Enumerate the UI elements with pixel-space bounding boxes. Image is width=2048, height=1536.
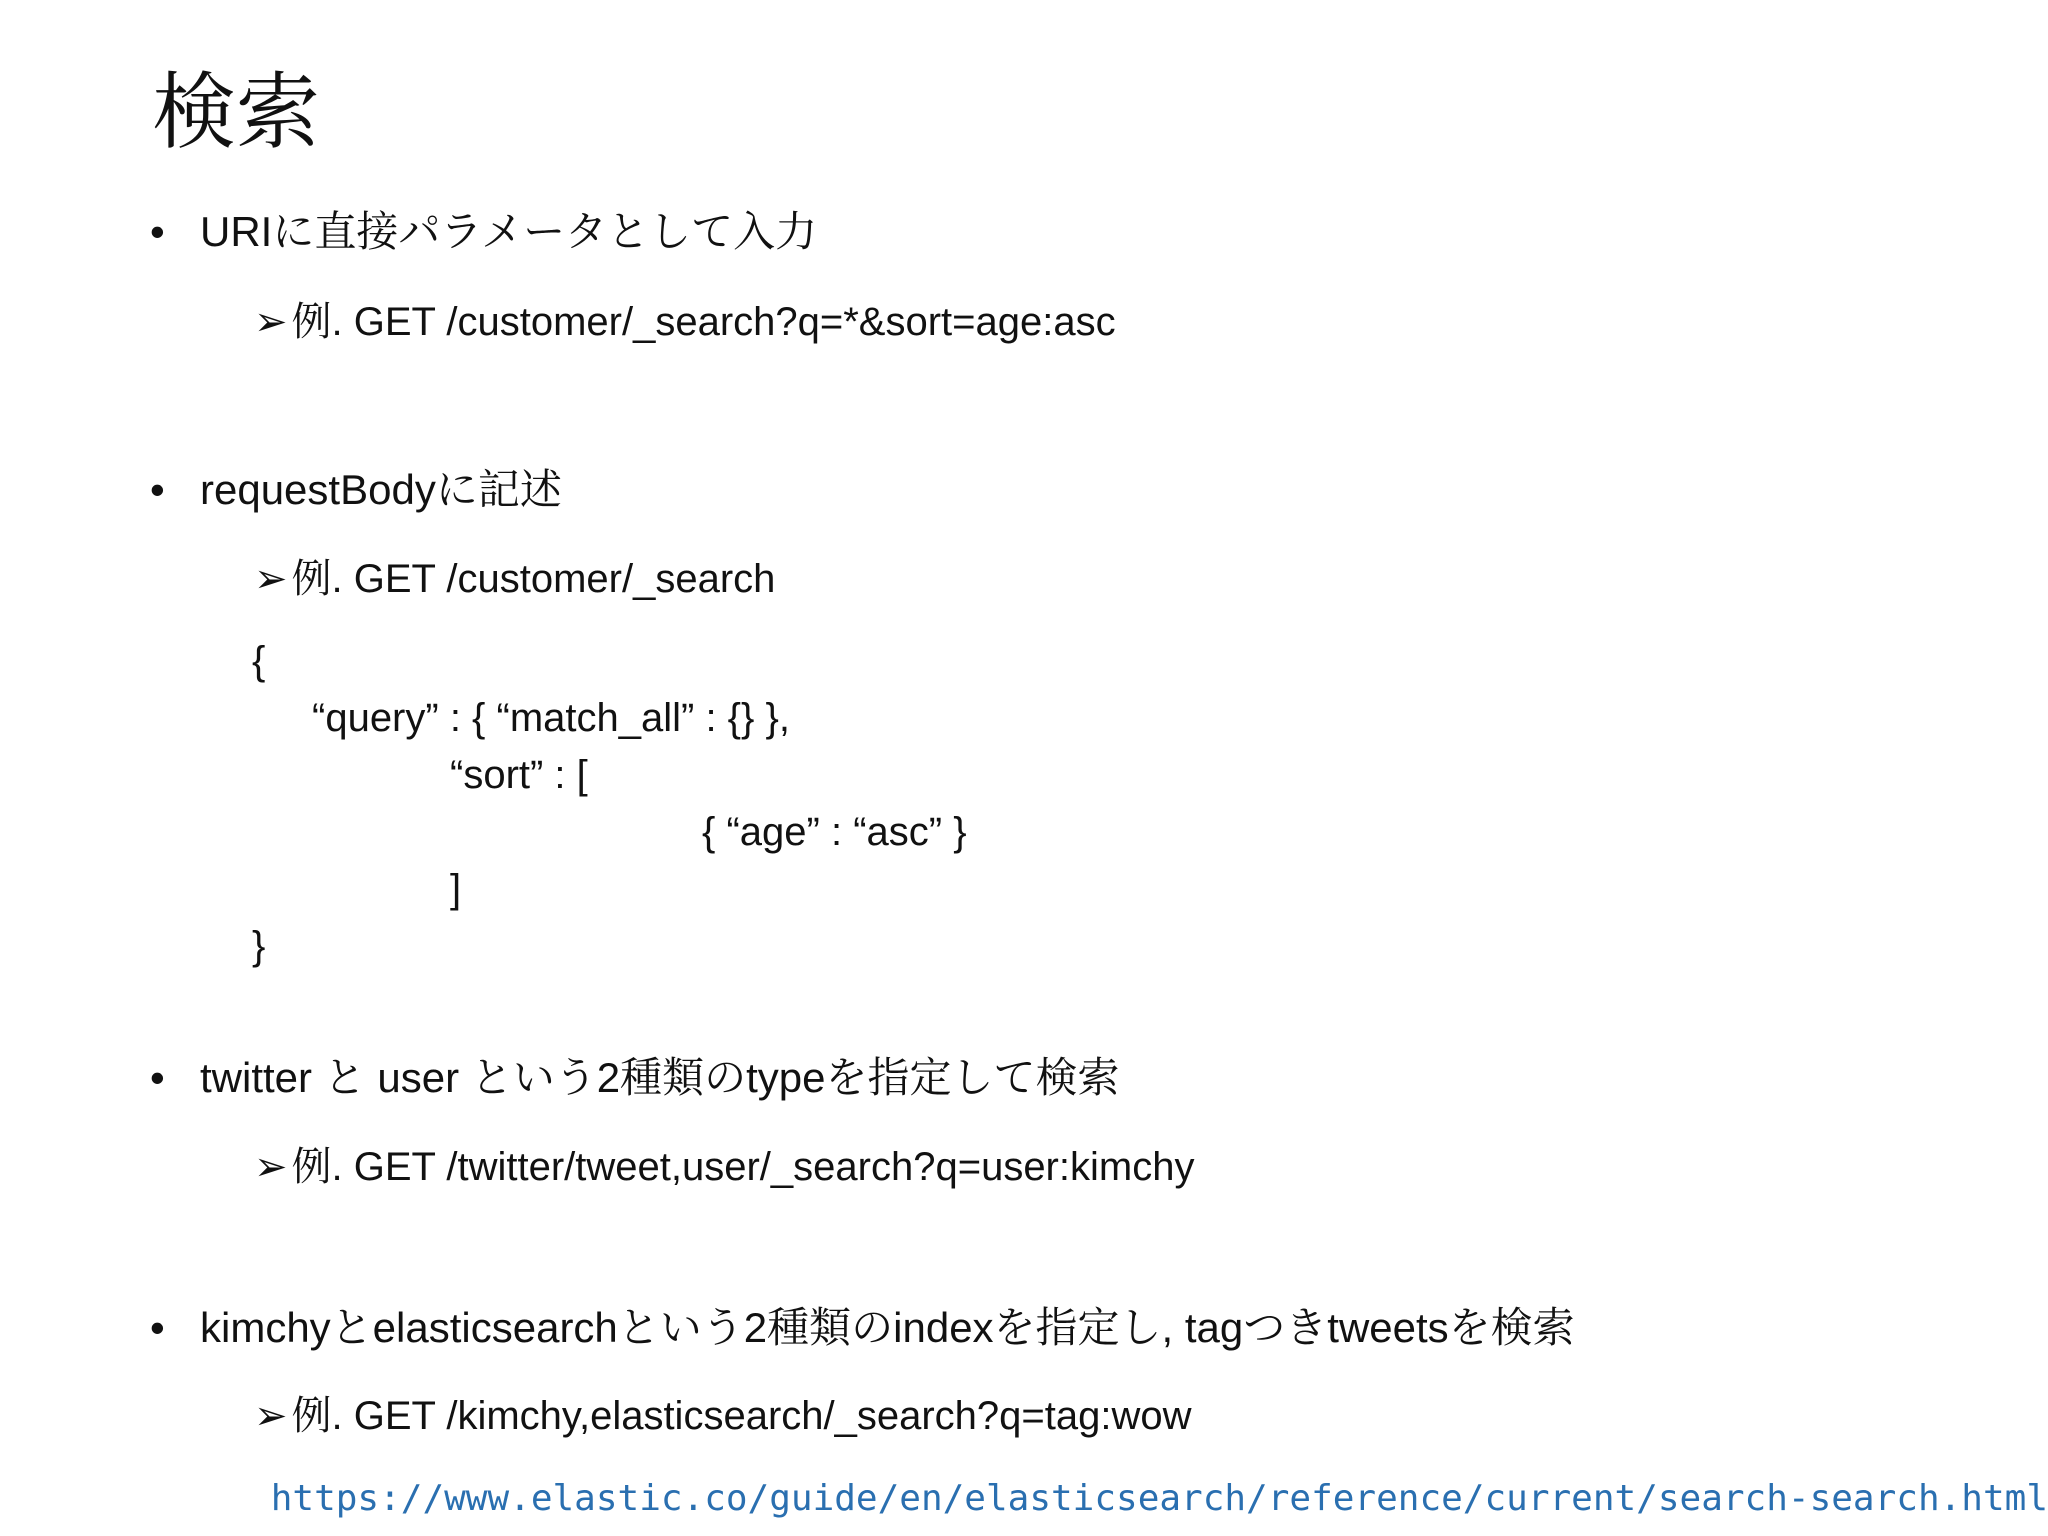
slide-title: 検索	[152, 65, 321, 159]
bullet-heading: kimchyとelasticsearchという2種類のindexを指定し, tagつきtweetsを検索	[200, 1304, 1575, 1351]
body-line-close-brace: }	[252, 924, 266, 968]
body-line-close-bracket: ]	[450, 867, 462, 911]
bullet-icon: •	[150, 1054, 165, 1101]
bullet-heading: requestBodyに記述	[200, 466, 562, 513]
bullet-item-kimchy-elasticsearch	[150, 1302, 1575, 1354]
example-text: 例. GET /customer/_search?q=*&sort=age:asc	[291, 300, 1116, 344]
bullet-icon: •	[150, 466, 165, 513]
body-line-age: { “age” : “asc” }	[702, 810, 967, 854]
example-uri	[254, 296, 1116, 348]
bullet-item-twitter-user	[150, 1052, 1119, 1104]
example-kimchy-elasticsearch	[254, 1390, 1192, 1442]
body-line-open-brace: {	[252, 639, 266, 683]
bullet-item-request-body	[150, 464, 562, 516]
example-text: 例. GET /customer/_search	[291, 557, 776, 601]
bullet-item-uri	[150, 206, 817, 258]
body-line-query: “query” : { “match_all” : {} },	[312, 696, 790, 740]
example-text: 例. GET /twitter/tweet,user/_search?q=user:kimchy	[291, 1145, 1195, 1189]
example-request-body	[254, 553, 775, 605]
bullet-icon: •	[150, 208, 165, 255]
arrow-icon: ➢	[254, 1394, 288, 1438]
arrow-icon: ➢	[254, 1145, 288, 1189]
arrow-icon: ➢	[254, 557, 288, 601]
bullet-heading: twitter と user という2種類のtypeを指定して検索	[200, 1054, 1120, 1101]
example-text: 例. GET /kimchy,elasticsearch/_search?q=tag:wow	[291, 1394, 1192, 1438]
bullet-icon: •	[150, 1304, 165, 1351]
body-line-sort: “sort” : [	[450, 753, 588, 797]
example-twitter-user	[254, 1141, 1194, 1193]
bullet-heading: URIに直接パラメータとして入力	[200, 208, 818, 255]
reference-link[interactable]: https://www.elastic.co/guide/en/elasticsearch/reference/current/search-search.html	[270, 1478, 2048, 1519]
arrow-icon: ➢	[254, 300, 288, 344]
